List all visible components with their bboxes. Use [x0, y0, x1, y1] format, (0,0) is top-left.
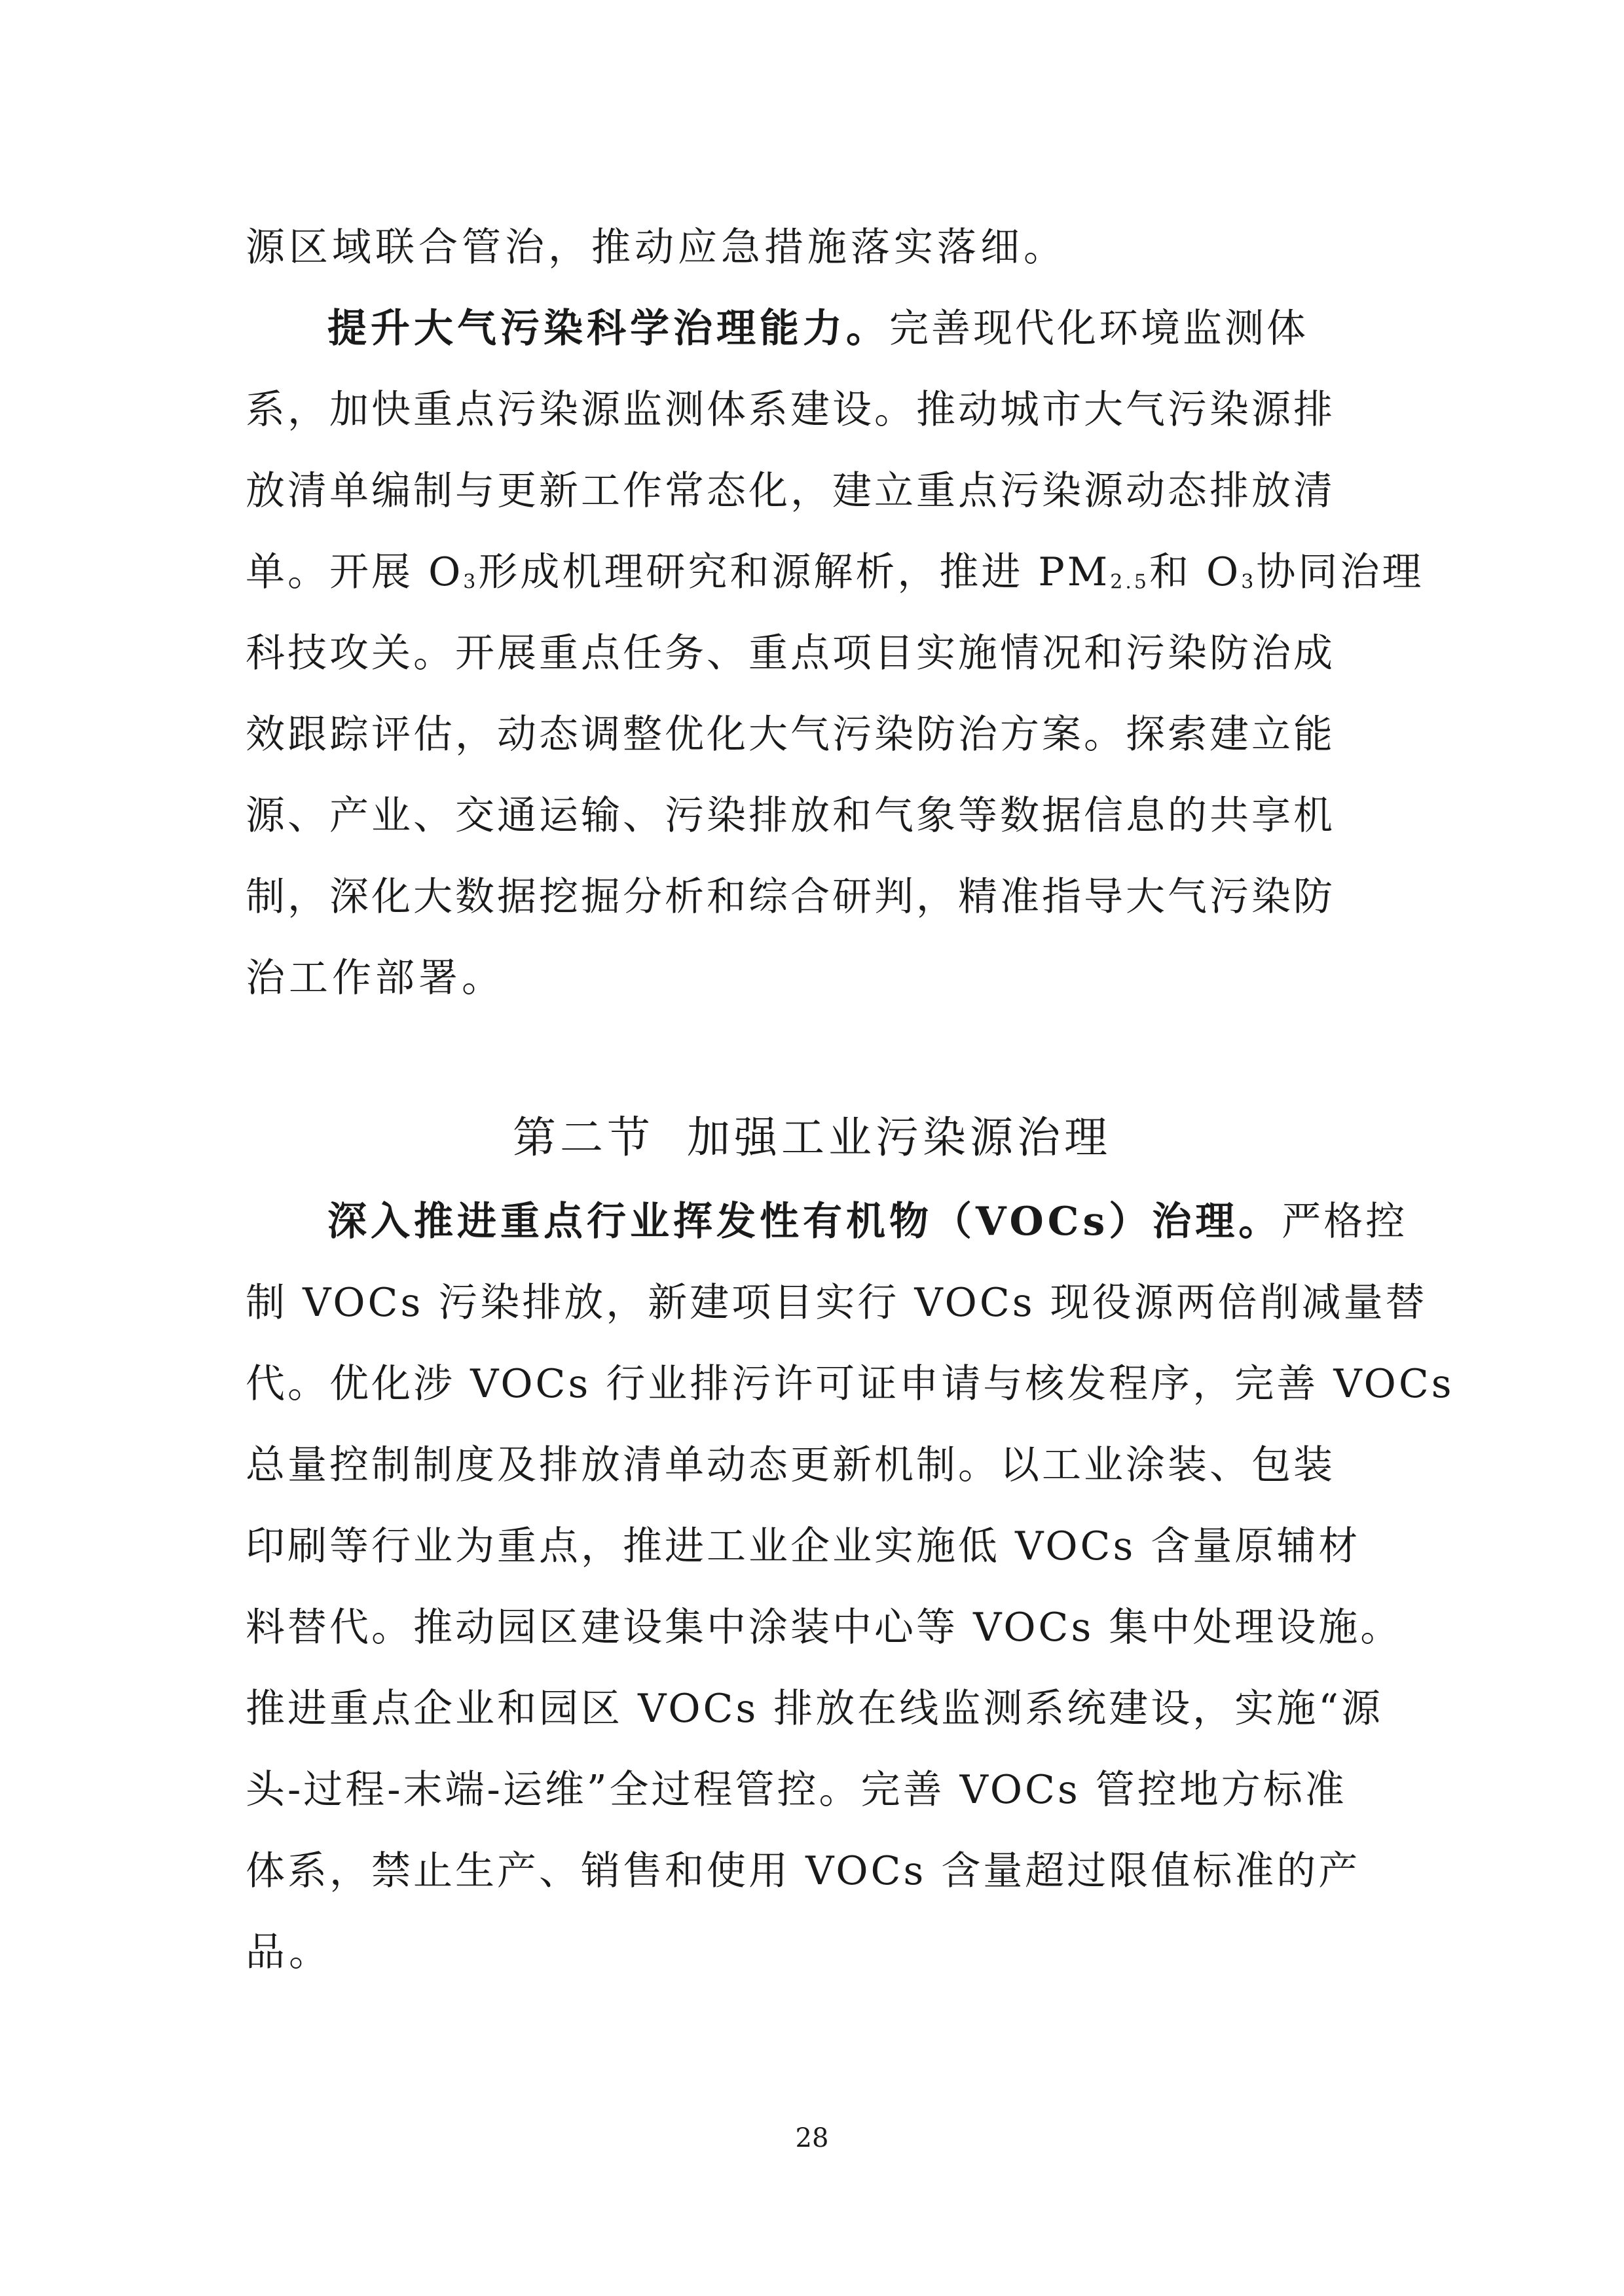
paragraph-lead: 提升大气污染科学治理能力。 [327, 306, 889, 352]
section-heading [0, 1099, 1624, 1177]
paragraph-line: 制，深化大数据挖掘分析和综合研判，精准指导大气污染防 [246, 874, 1335, 920]
paragraph-lead: 深入推进重点行业挥发性有机物（VOCs）治理。 [327, 1199, 1282, 1245]
paragraph-text: 完善现代化环境监测体 [889, 306, 1308, 352]
paragraph-text: 严格控 [1282, 1199, 1408, 1245]
paragraph-line [327, 288, 1378, 369]
paragraph-text: 协同治理 [1256, 549, 1424, 595]
paragraph-line: 源、产业、交通运输、污染排放和气象等数据信息的共享机 [246, 793, 1335, 839]
opening-line: 源区域联合管治，推动应急措施落实落细。 [246, 225, 1067, 270]
paragraph-line: 制 VOCs 污染排放，新建项目实行 VOCs 现役源两倍削减量替 [246, 1280, 1428, 1326]
paragraph-line: 总量控制制度及排放清单动态更新机制。以工业涂装、包装 [246, 1442, 1335, 1488]
page-number: 28 [795, 2123, 829, 2153]
subscript: 3 [1241, 570, 1257, 594]
paragraph-line: 科技攻关。开展重点任务、重点项目实施情况和污染防治成 [246, 630, 1335, 676]
paragraph-line: 头-过程-末端-运维”全过程管控。完善 VOCs 管控地方标准 [246, 1767, 1347, 1813]
paragraph-line: 料替代。推动园区建设集中涂装中心等 VOCs 集中处理设施。 [246, 1605, 1403, 1650]
paragraph-line: 治工作部署。 [246, 955, 505, 1001]
subscript: 2.5 [1110, 570, 1149, 594]
paragraph-line: 放清单编制与更新工作常态化，建立重点污染源动态排放清 [246, 468, 1335, 514]
paragraph-line: 代。优化涉 VOCs 行业排污许可证申请与核发程序，完善 VOCs [246, 1361, 1454, 1407]
paragraph-line [327, 1181, 1408, 1262]
paragraph-line: 系，加快重点污染源监测体系建设。推动城市大气污染源排 [246, 387, 1335, 433]
paragraph-text: 和 O [1149, 549, 1242, 595]
subscript: 3 [463, 570, 479, 594]
paragraph-line: 推进重点企业和园区 VOCs 排放在线监测系统建设，实施“源 [246, 1686, 1383, 1732]
paragraph-line: 效跟踪评估，动态调整优化大气污染防治方案。探索建立能 [246, 712, 1335, 757]
paragraph-line: 印刷等行业为重点，推进工业企业实施低 VOCs 含量原辅材 [246, 1523, 1361, 1569]
paragraph-line: 品。 [246, 1929, 332, 1975]
section-number: 第二节 [513, 1112, 654, 1163]
paragraph-text: 形成机理研究和源解析，推进 PM [478, 549, 1111, 595]
paragraph-line: 体系，禁止生产、销售和使用 VOCs 含量超过限值标准的产 [246, 1848, 1361, 1894]
section-title: 加强工业污染源治理 [687, 1112, 1111, 1163]
paragraph-text: 单。开展 O [246, 549, 464, 595]
paragraph-line [246, 532, 1424, 613]
